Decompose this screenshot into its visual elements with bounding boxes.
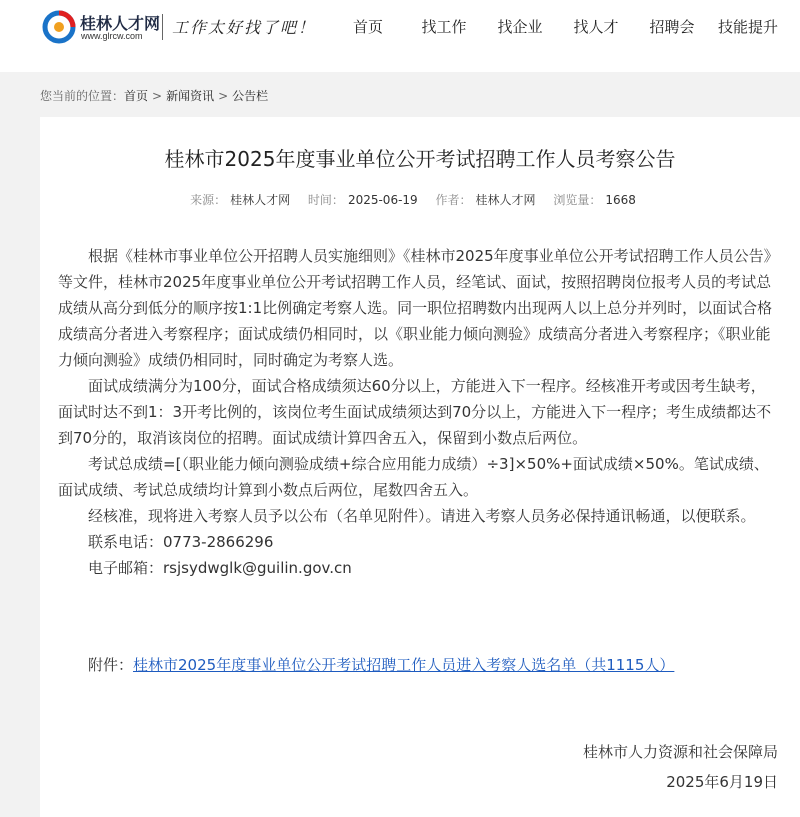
breadcrumb-bulletin[interactable]: 公告栏 [232, 89, 269, 103]
contact-email: 电子邮箱：rsjsydwglk@guilin.gov.cn [88, 559, 352, 577]
meta-author: 桂林人才网 [475, 193, 536, 207]
signature-org: 桂林市人力资源和社会保障局 [582, 743, 778, 761]
breadcrumb-news[interactable]: 新闻资讯 [166, 89, 215, 103]
article-paragraph: 经核准，现将进入考察人员予以公布（名单见附件）。请进入考察人员务必保持通讯畅通，以便联系。 [88, 507, 756, 525]
attachment-label: 附件： [88, 656, 134, 674]
nav-find-company[interactable]: 找企业 [497, 18, 543, 36]
main-nav [330, 15, 786, 39]
breadcrumb-separator: > [218, 88, 229, 103]
breadcrumb-home[interactable]: 首页 [124, 89, 149, 103]
meta-source-label: 来源： [190, 193, 227, 207]
logo-icon [42, 10, 76, 44]
breadcrumb-separator: > [152, 88, 163, 103]
nav-home[interactable]: 首页 [352, 18, 383, 36]
article-paragraph: 根据《桂林市事业单位公开招聘人员实施细则》《桂林市2025年度事业单位公开考试招聘工作人员公告》等文件，桂林市2025年度事业单位公开考试招聘工作人员，经笔试、面试，按照招聘岗位报考人员的考试总成绩从高分到低分的顺序按1:1比例确定考察人选。同一职位招聘数内出现两人以上总分并列时，以面试合格成绩高分者进入考察程序；面试成绩仍相同时，以《职业能力倾向测验》成绩高分者进入考察程序；《职业能力倾向测验》成绩仍相同时，同时确定为考察人选。 [58, 247, 773, 369]
nav-skill-upgrade[interactable]: 技能提升 [717, 18, 778, 36]
logo-url: www.glrcw.com [81, 31, 143, 41]
article-paragraph: 考试总成绩=[（职业能力倾向测验成绩+综合应用能力成绩）÷3]×50%+面试成绩×50%。笔试成绩、面试成绩、考试总成绩均计算到小数点后两位，尾数四舍五入。 [58, 455, 769, 499]
logo-divider [162, 14, 163, 40]
breadcrumb-prefix: 您当前的位置： [40, 89, 125, 103]
nav-job-fair[interactable]: 招聘会 [649, 18, 695, 36]
attachment-link[interactable]: 桂林市2025年度事业单位公开考试招聘工作人员进入考察人选名单（共1115人） [133, 656, 675, 674]
signature-date: 2025年6月19日 [666, 773, 778, 791]
meta-author-label: 作者： [435, 193, 472, 207]
signature [583, 737, 778, 797]
nav-find-talent[interactable]: 找人才 [573, 18, 619, 36]
logo-name: 桂林人才网 [80, 14, 161, 33]
meta-time-label: 时间： [307, 193, 344, 207]
meta-time: 2025-06-19 [347, 193, 418, 207]
article-body [58, 243, 776, 581]
article-title: 桂林市2025年度事业单位公开考试招聘工作人员考察公告 [164, 147, 676, 171]
meta-views: 1668 [605, 193, 636, 207]
article-card [40, 117, 800, 817]
site-header [0, 0, 800, 72]
attachment [58, 654, 776, 675]
site-logo[interactable] [36, 10, 356, 44]
logo-slogan: 工作太好找了吧！ [172, 18, 317, 37]
article-meta [40, 191, 800, 208]
meta-views-label: 浏览量： [553, 193, 602, 207]
contact-phone: 联系电话：0773-2866296 [88, 533, 274, 551]
meta-source: 桂林人才网 [230, 193, 291, 207]
breadcrumb [40, 87, 268, 104]
article-paragraph: 面试成绩满分为100分，面试合格成绩须达60分以上，方能进入下一程序。经核准开考或因考生缺考，面试时达不到1：3开考比例的，该岗位考生面试成绩须达到70分以上，方能进入下一程序；考生成绩都达不到70分的，取消该岗位的招聘。面试成绩计算四舍五入，保留到小数点后两位。 [58, 377, 772, 447]
nav-find-job[interactable]: 找工作 [421, 18, 467, 36]
